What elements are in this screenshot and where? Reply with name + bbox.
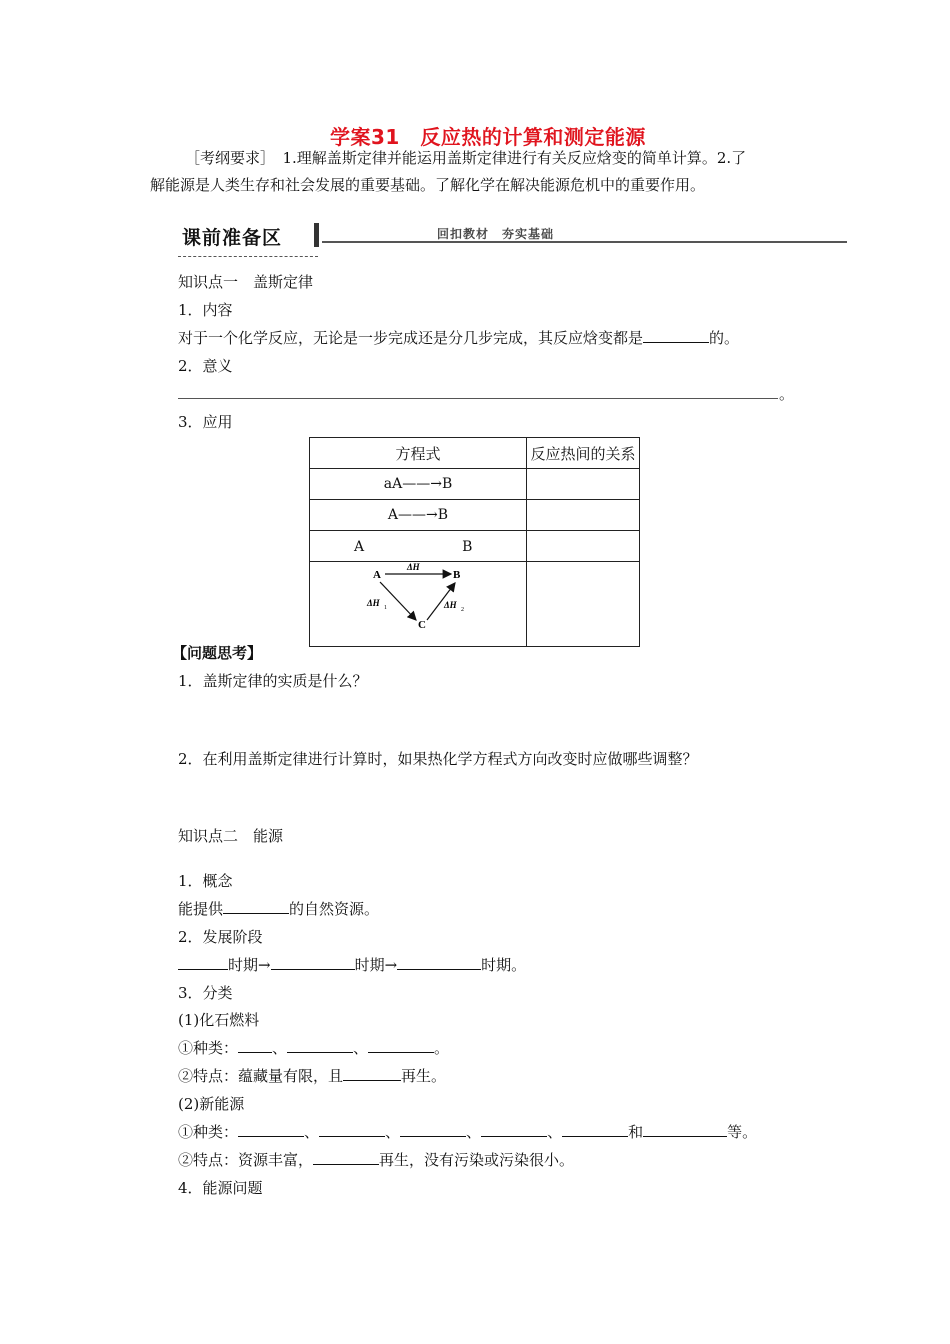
fill-blank[interactable] xyxy=(397,954,481,970)
new-kind-pre: ①种类： xyxy=(178,1123,239,1141)
meaning-answer-line[interactable] xyxy=(178,398,778,399)
label-dh1: ΔH xyxy=(367,598,380,608)
period: 。 xyxy=(434,1039,450,1057)
fill-blank[interactable] xyxy=(368,1037,434,1053)
concept-pre: 能提供 xyxy=(178,900,224,918)
new-energy-label: (2)新能源 xyxy=(178,1095,245,1113)
kp1-meaning-label: 2．意义 xyxy=(178,357,233,375)
node-c: C xyxy=(418,619,426,631)
kp2-stage-sentence xyxy=(178,954,526,975)
separator: 、 xyxy=(272,1039,288,1057)
fill-blank[interactable] xyxy=(319,1121,385,1137)
banner-subtitle: 回扣教材 夯实基础 xyxy=(437,227,555,241)
stage-text-3: 时期。 xyxy=(481,956,527,974)
banner-line xyxy=(322,241,847,243)
label-dh2: ΔH xyxy=(444,600,457,610)
fossil-kind-pre: ①种类： xyxy=(178,1039,239,1057)
fossil-feat-pre: ②特点：蕴藏量有限，且 xyxy=(178,1067,344,1085)
kp2-heading: 知识点二 能源 xyxy=(178,827,284,845)
table-row-equation: A——→B xyxy=(310,500,527,531)
application-table xyxy=(309,437,640,647)
question-1: 1．盖斯定律的实质是什么？ xyxy=(178,672,368,690)
kp1-application-label: 3．应用 xyxy=(178,413,233,431)
kp2-concept-sentence xyxy=(178,898,379,919)
fill-blank[interactable] xyxy=(643,1121,727,1137)
kp2-class-label: 3．分类 xyxy=(178,984,233,1002)
fill-blank[interactable] xyxy=(287,1037,353,1053)
stage-text-2: 时期→ xyxy=(354,956,398,974)
new-energy-feature xyxy=(178,1149,574,1170)
fossil-label: (1)化石燃料 xyxy=(178,1011,260,1029)
kp1-content-sentence xyxy=(178,327,739,348)
kp2-concept-label: 1．概念 xyxy=(178,872,233,890)
question-2: 2．在利用盖斯定律进行计算时，如果热化学方程式方向改变时应做哪些调整？ xyxy=(178,750,698,768)
arrow-a-c xyxy=(380,582,416,620)
energy-problem-label: 4．能源问题 xyxy=(178,1179,263,1197)
etc-word: 等。 xyxy=(727,1123,758,1141)
table-row-equation: aA——→B xyxy=(310,469,527,500)
banner-tag: 课前准备区 xyxy=(182,227,283,249)
separator: 、 xyxy=(547,1123,563,1141)
new-feat-pre: ②特点：资源丰富， xyxy=(178,1151,314,1169)
table-answer-cell[interactable] xyxy=(527,500,640,531)
table-answer-cell[interactable] xyxy=(527,531,640,562)
fill-blank[interactable] xyxy=(562,1121,628,1137)
table-header-relation: 反应热间的关系 xyxy=(527,438,640,469)
kp1-heading: 知识点一 盖斯定律 xyxy=(178,273,314,291)
section-banner xyxy=(182,221,847,251)
banner-bar xyxy=(314,223,319,247)
kp1-content-post: 的。 xyxy=(709,329,740,347)
table-header-equation: 方程式 xyxy=(310,438,527,469)
label-dh2-sub: 2 xyxy=(461,607,464,613)
requirements-line-1: ［考纲要求］ 1.理解盖斯定律并能运用盖斯定律进行有关反应焓变的简单计算。2.了 xyxy=(185,149,747,167)
page-title: 学案31 反应热的计算和测定能源 xyxy=(330,125,646,149)
table-answer-cell[interactable] xyxy=(527,562,640,647)
meaning-end-mark: 。 xyxy=(779,385,795,403)
separator: 、 xyxy=(353,1039,369,1057)
hess-cycle-diagram xyxy=(333,562,503,642)
hess-cycle-cell xyxy=(310,562,527,647)
and-word: 和 xyxy=(628,1123,644,1141)
fill-blank[interactable] xyxy=(400,1121,466,1137)
stage-text-1: 时期→ xyxy=(228,956,271,974)
fill-blank[interactable] xyxy=(313,1149,379,1165)
node-b: B xyxy=(453,569,461,581)
fill-blank[interactable] xyxy=(223,898,289,914)
questions-heading: 【问题思考】 xyxy=(172,644,263,662)
kp2-stage-label: 2．发展阶段 xyxy=(178,928,263,946)
fossil-feat-post: 再生。 xyxy=(401,1067,447,1085)
new-feat-post: 再生，没有污染或污染很小。 xyxy=(379,1151,575,1169)
separator: 、 xyxy=(385,1123,401,1141)
concept-post: 的自然资源。 xyxy=(289,900,380,918)
fill-blank[interactable] xyxy=(271,954,355,970)
table-answer-cell[interactable] xyxy=(527,469,640,500)
fill-blank[interactable] xyxy=(178,954,228,970)
requirements-line-2: 解能源是人类生存和社会发展的重要基础。了解化学在解决能源危机中的重要作用。 xyxy=(150,176,706,194)
fossil-feature xyxy=(178,1065,446,1086)
separator: 、 xyxy=(304,1123,320,1141)
label-dh1-sub: 1 xyxy=(384,605,387,611)
table-row-equation: A B xyxy=(310,531,527,562)
fill-blank[interactable] xyxy=(643,327,709,343)
banner-dashed-rule xyxy=(178,256,318,257)
fossil-kinds xyxy=(178,1037,449,1058)
label-dh: ΔH xyxy=(407,562,420,572)
node-a: A xyxy=(373,569,381,581)
fill-blank[interactable] xyxy=(343,1065,401,1081)
new-energy-kinds xyxy=(178,1121,757,1142)
fill-blank[interactable] xyxy=(238,1121,304,1137)
kp1-content-pre: 对于一个化学反应，无论是一步完成还是分几步完成，其反应焓变都是 xyxy=(178,329,644,347)
kp1-content-label: 1．内容 xyxy=(178,301,233,319)
separator: 、 xyxy=(466,1123,482,1141)
fill-blank[interactable] xyxy=(481,1121,547,1137)
fill-blank[interactable] xyxy=(238,1037,272,1053)
